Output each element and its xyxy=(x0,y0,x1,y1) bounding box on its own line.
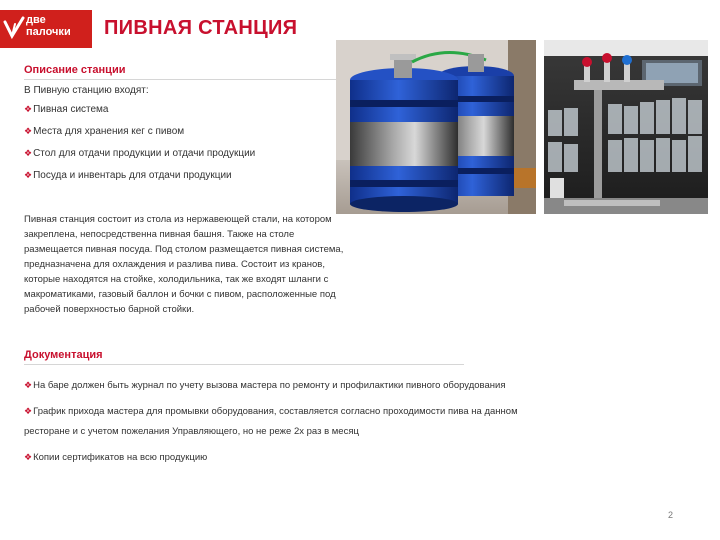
documentation-heading-divider xyxy=(24,364,464,365)
list-item-text: На баре должен быть журнал по учету вызова мастера по ремонту и профилактики пивного оборудования xyxy=(33,380,506,391)
list-item xyxy=(24,401,564,442)
station-items-list xyxy=(24,103,255,191)
list-item xyxy=(24,375,564,396)
diamond-bullet-icon: ❖ xyxy=(24,126,33,136)
list-item xyxy=(24,447,564,468)
station-description: Пивная станция состоит из стола из нержавеющей стали, на котором закреплена, непосредственна пивная башня. Также на столе размещается пивная посуда. Под столом размещается пивная система, предназначена для охлаждения и разлива пива. Состоит из кранов, которые находятся на стойке, холодильника, так же входят шланги с макроматиками, газовый баллон и бочки с пивом, расположенные под рабочей поверхностью барной стойки. xyxy=(24,214,344,315)
page-number: 2 xyxy=(668,510,674,520)
diamond-bullet-icon: ❖ xyxy=(24,170,33,180)
list-item-text: Посуда и инвентарь для отдачи продукции xyxy=(33,170,232,181)
logo-text-line2: палочки xyxy=(26,26,71,38)
documentation-heading: Документация xyxy=(24,349,103,361)
diamond-bullet-icon: ❖ xyxy=(24,452,33,462)
beer-tower-illustration xyxy=(544,40,708,214)
list-item-text: Копии сертификатов на всю продукцию xyxy=(33,452,208,463)
logo-text-line1: две xyxy=(26,14,46,26)
brand-logo xyxy=(0,10,92,48)
diamond-bullet-icon: ❖ xyxy=(24,104,33,114)
station-heading: Описание станции xyxy=(24,64,126,76)
list-item-text: Пивная система xyxy=(33,104,109,115)
beer-tower-photo xyxy=(544,40,708,214)
beer-kegs-illustration xyxy=(336,40,536,214)
diamond-bullet-icon: ❖ xyxy=(24,380,33,390)
list-item-text: Места для хранения кег с пивом xyxy=(33,126,185,137)
station-intro: В Пивную станцию входят: xyxy=(24,85,149,96)
list-item xyxy=(24,169,255,191)
beer-kegs-photo xyxy=(336,40,536,214)
logo-text xyxy=(26,14,71,38)
diamond-bullet-icon: ❖ xyxy=(24,148,33,158)
documentation-list xyxy=(24,375,564,473)
list-item-text: График прихода мастера для промывки оборудования, составляется согласно проходимости пива на данном ресторане и с учетом пожелания Управляющего, но не реже 2х раз в месяц xyxy=(24,406,518,437)
chopsticks-logo-icon xyxy=(2,14,26,44)
diamond-bullet-icon: ❖ xyxy=(24,406,33,416)
list-item xyxy=(24,125,255,147)
page-title: ПИВНАЯ СТАНЦИЯ xyxy=(104,17,298,39)
list-item xyxy=(24,147,255,169)
list-item xyxy=(24,103,255,125)
list-item-text: Стол для отдачи продукции и отдачи продукции xyxy=(33,148,256,159)
